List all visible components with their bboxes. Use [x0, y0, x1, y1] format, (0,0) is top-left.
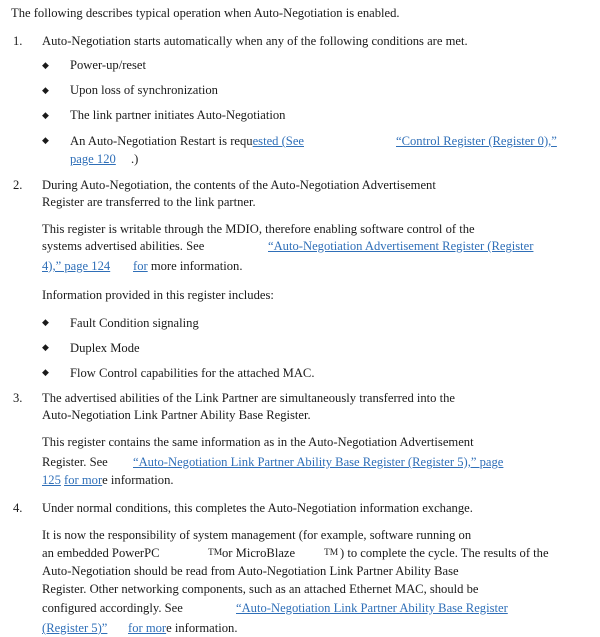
bullet-diamond-icon: ◆	[42, 135, 49, 145]
bullet-diamond-icon: ◆	[42, 60, 49, 70]
item4-para2-line-2c: ) to complete the cycle. The results of the	[340, 546, 549, 560]
link-partner-register-link[interactable]: “Auto-Negotiation Link Partner Ability Base Register (Register 5),” page	[133, 455, 504, 469]
more-info-text: e information.	[102, 473, 174, 487]
item1-bullet-2: Upon loss of synchronization	[70, 83, 218, 97]
trademark-powerpc: TM	[208, 548, 223, 558]
see-link[interactable]: ested (See	[252, 134, 304, 148]
link-partner-register-link-2[interactable]: “Auto-Negotiation Link Partner Ability Base Register	[236, 601, 508, 615]
item1-number: 1.	[13, 34, 23, 48]
item1-bullet-3: The link partner initiates Auto-Negotiation	[70, 108, 286, 122]
item4-para2-line-6	[128, 620, 237, 636]
item4-para2-line-4: Register. Other networking components, such as an attached Ethernet MAC, should be	[42, 582, 479, 596]
item3-number: 3.	[13, 391, 23, 405]
item3-para2-line-2: Register. See	[42, 455, 108, 469]
intro-text: The following describes typical operation when Auto-Negotiation is enabled.	[11, 6, 400, 20]
item3-line-1: The advertised abilities of the Link Partner are simultaneously transferred into the	[42, 391, 456, 405]
item1-bullet-4-end: .)	[131, 152, 139, 166]
trademark-microblaze: TM	[324, 548, 339, 558]
item2-bullet-1: Fault Condition signaling	[70, 316, 199, 330]
for-link[interactable]: for	[133, 259, 148, 273]
bullet-diamond-icon: ◆	[42, 342, 49, 352]
item2-bullet-3: Flow Control capabilities for the attached MAC.	[70, 366, 315, 380]
item4-para2-line-1: It is now the responsibility of system management (for example, software running on	[42, 528, 472, 542]
item1-bullet-1: Power-up/reset	[70, 58, 146, 72]
item4-para2-line-2b: or MicroBlaze	[222, 546, 296, 560]
item4-para2-line-2a: an embedded PowerPC	[42, 546, 160, 560]
item1-text: Auto-Negotiation starts automatically when any of the following conditions are met.	[42, 34, 468, 48]
item2-bullet-2: Duplex Mode	[70, 341, 140, 355]
item4-line-1: Under normal conditions, this completes the Auto-Negotiation information exchange.	[42, 501, 473, 515]
bullet-diamond-icon: ◆	[42, 110, 49, 120]
page-120-link[interactable]: page 120	[70, 152, 116, 166]
bullet-diamond-icon: ◆	[42, 85, 49, 95]
item1-bullet-4-text: An Auto-Negotiation Restart is requ	[70, 134, 253, 148]
more-info-text: more information.	[147, 259, 243, 273]
item2-para2-line-3	[133, 258, 242, 274]
page-124-link[interactable]: 4),” page 124	[42, 259, 111, 273]
item2-number: 2.	[13, 178, 23, 192]
item4-para2-line-3: Auto-Negotiation should be read from Auto-Negotiation Link Partner Ability Base	[42, 564, 459, 578]
bullet-diamond-icon: ◆	[42, 317, 49, 327]
control-register-link[interactable]: “Control Register (Register 0),”	[396, 134, 557, 148]
item2-para3: Information provided in this register includes:	[42, 288, 274, 302]
item3-para2-line-1: This register contains the same information as in the Auto-Negotiation Advertisement	[42, 435, 474, 449]
bullet-diamond-icon: ◆	[42, 367, 49, 377]
item3-para2-line-3	[42, 472, 174, 488]
more-info-text: e information.	[166, 621, 238, 635]
item2-line-2: Register are transferred to the link partner.	[42, 195, 256, 209]
item1-bullet-4	[70, 133, 304, 149]
advertisement-register-link[interactable]: “Auto-Negotiation Advertisement Register (Register	[268, 239, 534, 253]
item2-para2-line-2: systems advertised abilities. See	[42, 239, 205, 253]
item3-line-2: Auto-Negotiation Link Partner Ability Base Register.	[42, 408, 311, 422]
page-125-link[interactable]: 125	[42, 473, 61, 487]
register-5-link[interactable]: (Register 5)”	[42, 621, 108, 635]
item2-line-1: During Auto-Negotiation, the contents of the Auto-Negotiation Advertisement	[42, 178, 436, 192]
item4-para2-line-5: configured accordingly. See	[42, 601, 183, 615]
for-more-link[interactable]: for mor	[64, 473, 103, 487]
item4-number: 4.	[13, 501, 23, 515]
item2-para2-line-1: This register is writable through the MDIO, therefore enabling software control of the	[42, 222, 475, 236]
for-more-link-2[interactable]: for mor	[128, 621, 167, 635]
